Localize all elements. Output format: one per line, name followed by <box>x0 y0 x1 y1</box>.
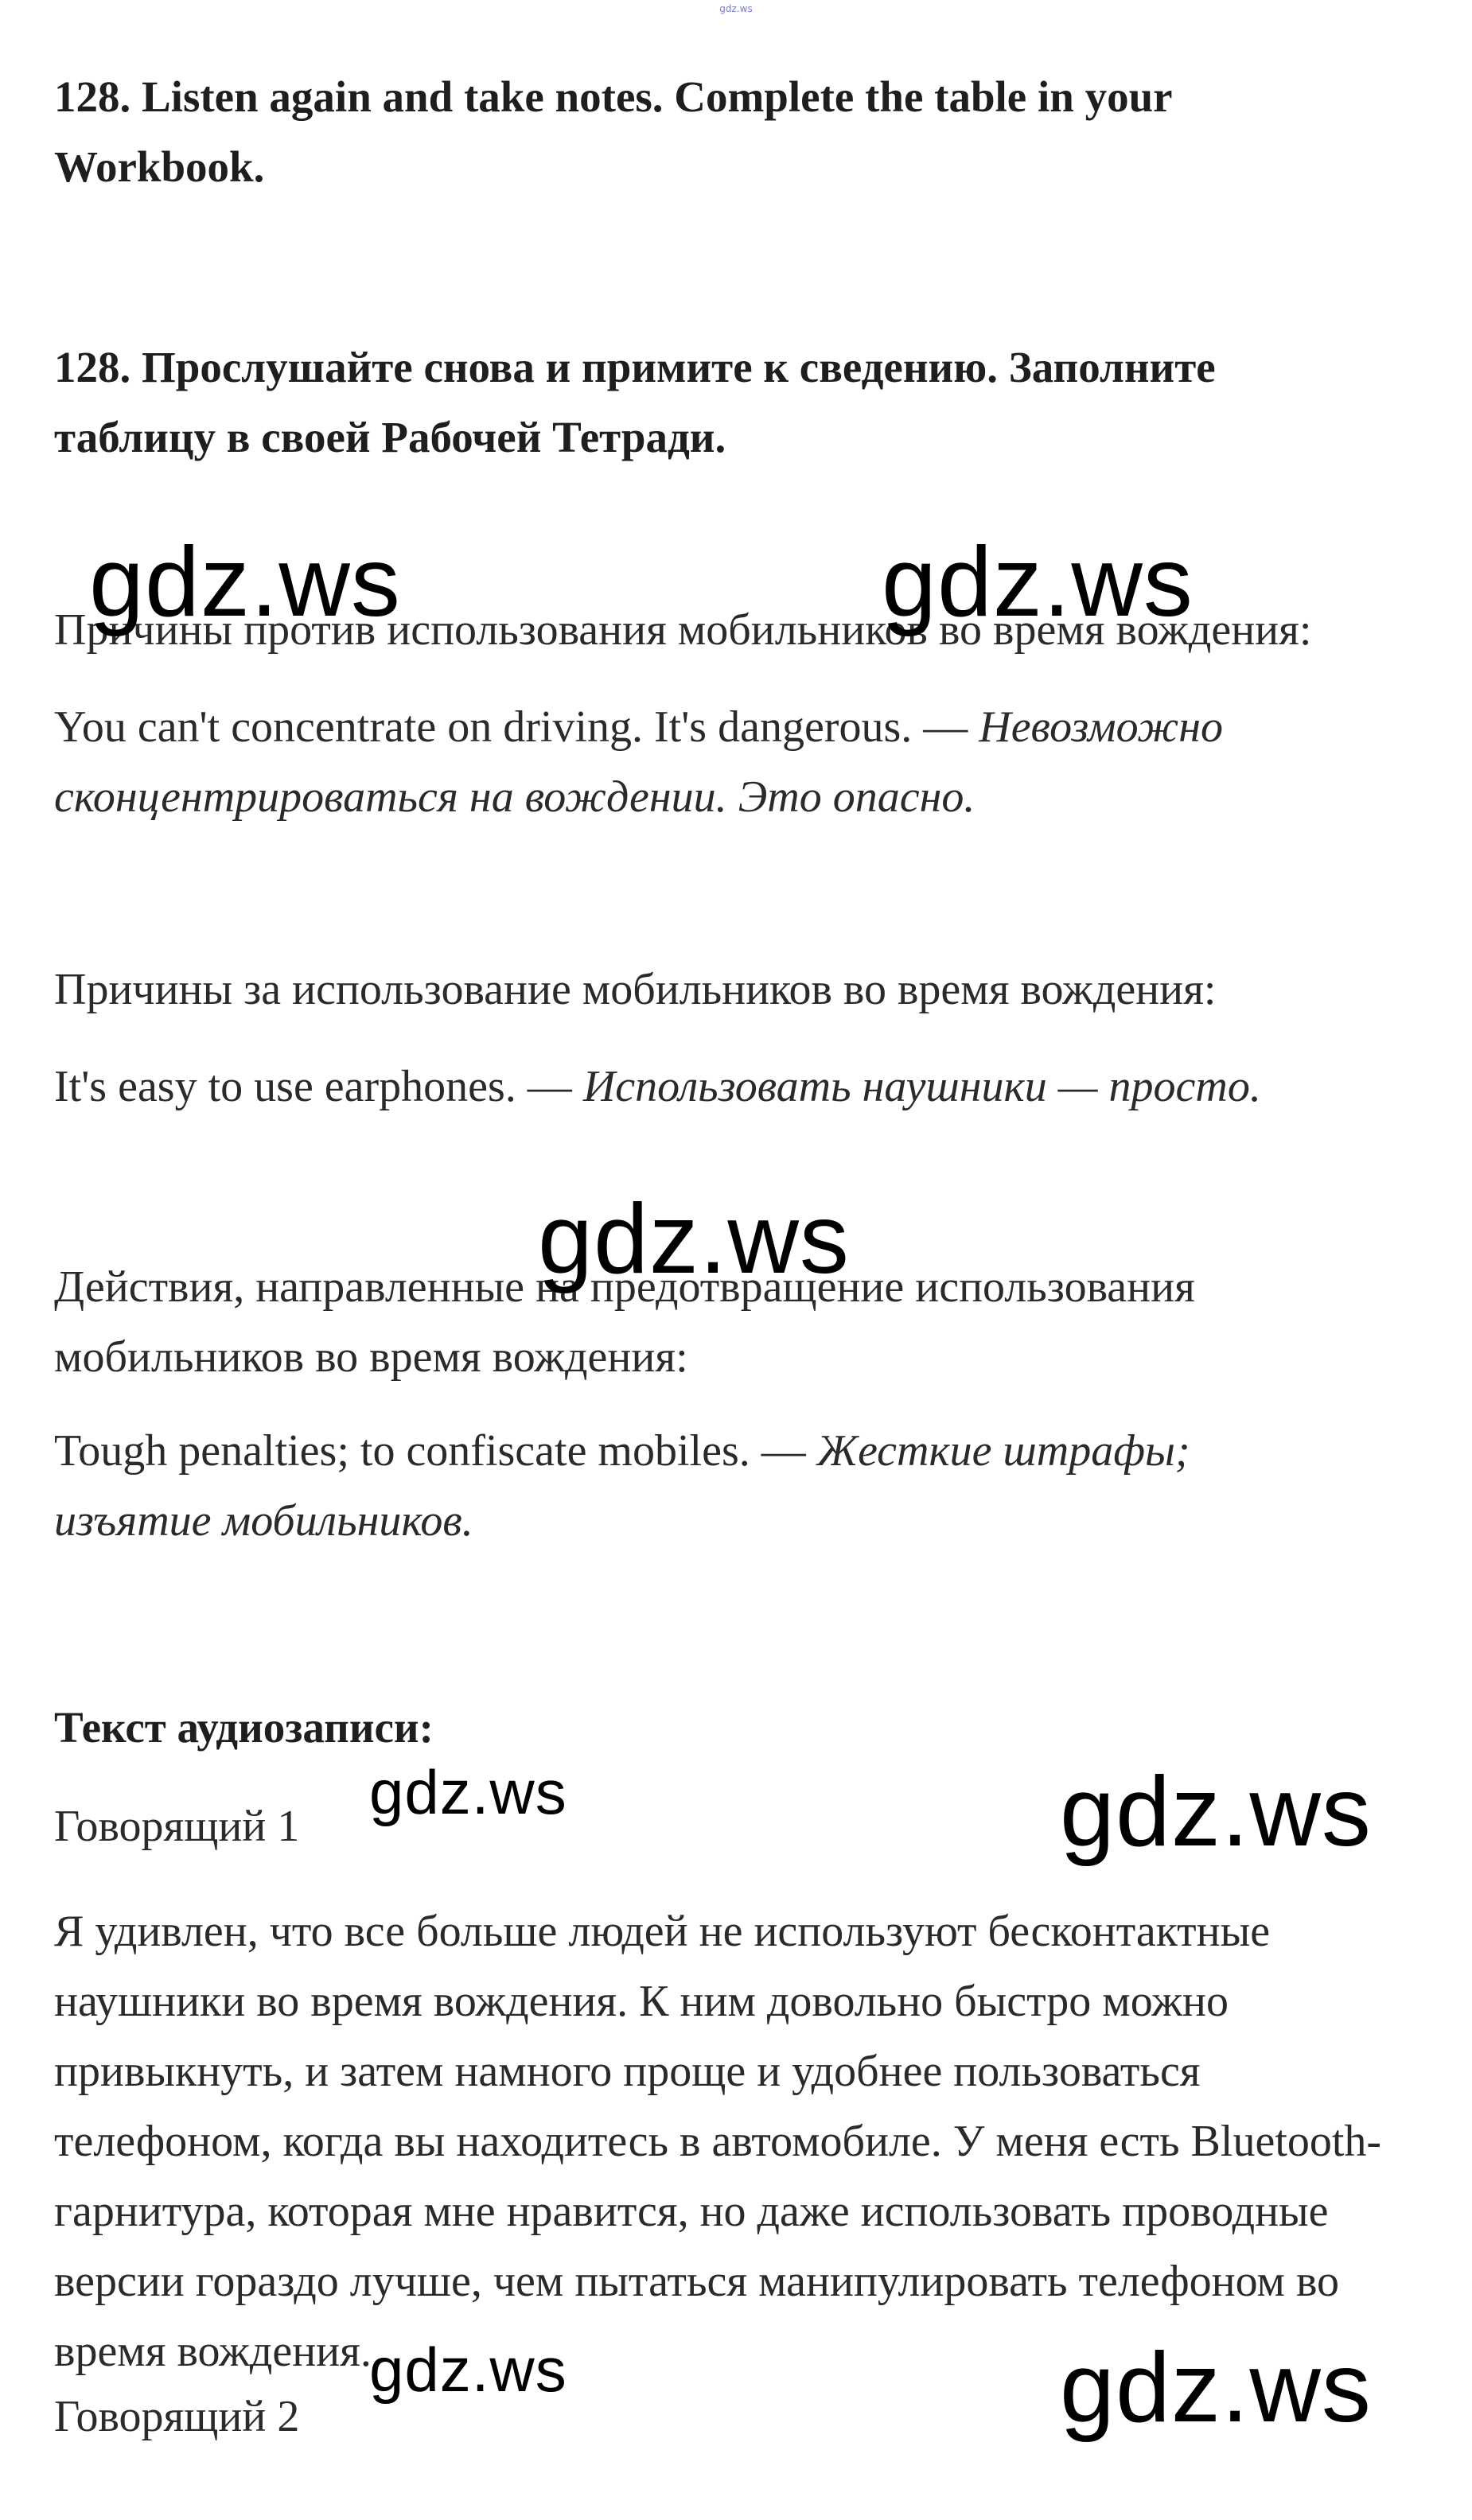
for-russian: Использовать наушники — просто. <box>582 1062 1261 1111</box>
watermark: gdz.ws <box>369 1757 567 1827</box>
speaker1-text: Я удивлен, что все больше людей не используют бесконтактные наушники во время вождения. К ним довольно быстро можно привыкнуть, и затем намного проще и удобнее пользоваться телефоном, когда вы находитесь в автомобиле. У меня есть Bluetooth-гарнитура, которая мне нравится, но даже использовать проводные версии гораздо лучше, чем пытаться манипулировать телефоном во время вождения. <box>54 1907 1382 2376</box>
for-heading: Причины за использование мобильников во время вождения: <box>54 965 1217 1014</box>
against-answer <box>54 692 1359 832</box>
watermark: gdz.ws <box>538 1184 850 1294</box>
watermark: gdz.ws <box>369 2335 567 2405</box>
watermark: gdz.ws <box>1060 1757 1372 1867</box>
transcript-heading: Текст аудиозаписи: <box>54 1703 434 1752</box>
for-english: It's easy to use earphones. — <box>54 1062 572 1111</box>
russian-task-title: 128. Прослушайте снова и примите к сведению. Заполните таблицу в своей Рабочей Тетради. <box>54 343 1216 461</box>
prevention-russian: Жесткие штрафы; изъятие мобильников. <box>54 1426 1190 1546</box>
speaker1-label: Говорящий 1 <box>54 1802 300 1851</box>
source-mark: gdz.ws <box>719 3 753 14</box>
against-english: You can't concentrate on driving. It's dangerous. — <box>54 702 968 752</box>
speaker2-label: Говорящий 2 <box>54 2392 300 2441</box>
prevention-english: Tough penalties; to confiscate mobiles. — <box>54 1426 806 1476</box>
watermark: gdz.ws <box>89 527 401 637</box>
watermark: gdz.ws <box>1060 2333 1372 2443</box>
for-answer <box>54 1052 1407 1122</box>
prevention-answer <box>54 1416 1343 1556</box>
english-task-title: 128. Listen again and take notes. Complete the table in your Workbook. <box>54 72 1172 191</box>
against-heading: Причины против использования мобильников во время вождения: <box>54 605 1312 655</box>
watermark: gdz.ws <box>882 527 1194 637</box>
prevention-heading: Действия, направленные на предотвращение использования мобильников во время вождения: <box>54 1262 1195 1382</box>
against-russian: Невозможно сконцентрироваться на вождении. Это опасно. <box>54 702 1224 822</box>
